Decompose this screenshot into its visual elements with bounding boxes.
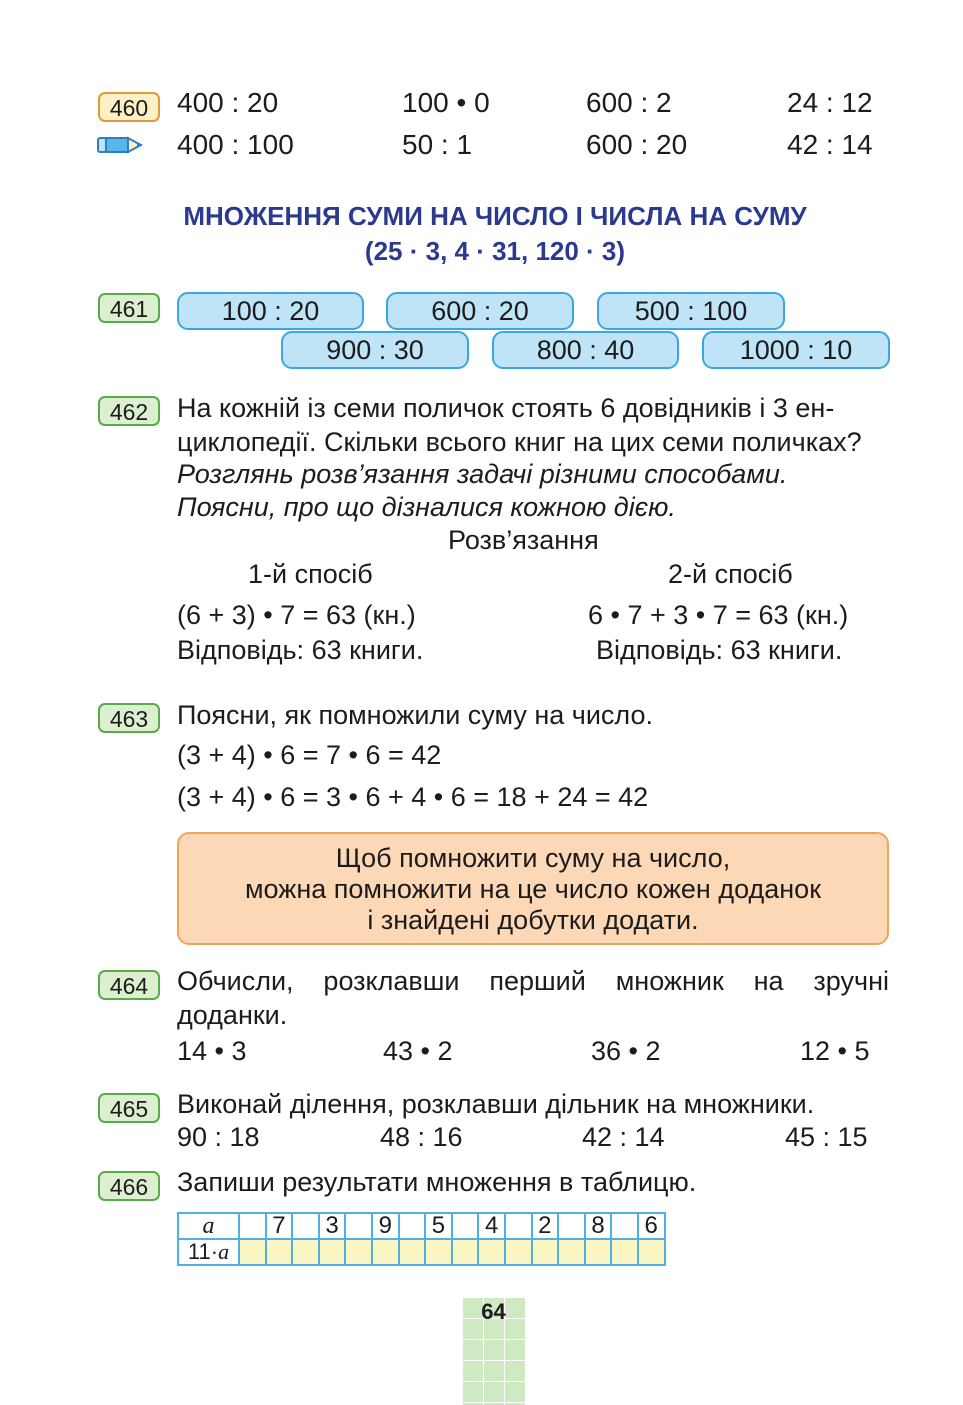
answer-cell[interactable]	[425, 1239, 452, 1265]
exercise-number-460: 460	[98, 92, 160, 122]
table-cell: 2	[532, 1213, 559, 1239]
ex462-instruction: Розглянь розв’язання задачі різними способами.	[177, 459, 788, 489]
section-subheading: (25 · 3, 4 · 31, 120 · 3)	[364, 236, 626, 266]
exercise-number-463: 463	[98, 703, 160, 733]
ex465-item: 48 : 16	[380, 1122, 463, 1152]
answer-cell[interactable]	[558, 1239, 585, 1265]
ex465-item: 90 : 18	[177, 1122, 260, 1152]
expression-pill: 800 : 40	[492, 331, 679, 369]
ex460-item: 600 : 20	[586, 129, 688, 160]
table-cell	[558, 1213, 585, 1239]
ex462-text-line: На кожній із семи поличок стоять 6 довідників і 3 ен-	[177, 393, 835, 423]
ex464-item: 14 • 3	[177, 1036, 247, 1066]
ex460-item: 600 : 2	[586, 87, 672, 118]
expression-pill: 1000 : 10	[702, 331, 890, 369]
exercise-number-461: 461	[98, 293, 160, 323]
rule-box	[177, 832, 889, 945]
page-number: 64	[481, 1299, 506, 1324]
table-cell: 8	[585, 1213, 612, 1239]
answer-cell[interactable]	[319, 1239, 346, 1265]
table-cell: 9	[372, 1213, 399, 1239]
table-cell	[239, 1213, 266, 1239]
ex466-text: Запиши результати множення в таблицю.	[177, 1167, 697, 1197]
table-cell	[292, 1213, 319, 1239]
table-cell: 5	[425, 1213, 452, 1239]
ex462-text-line: циклопедії. Скільки всього книг на цих семи поличках?	[177, 427, 862, 457]
table-cell	[505, 1213, 532, 1239]
ex464-item: 36 • 2	[591, 1036, 661, 1066]
table-cell: 4	[478, 1213, 505, 1239]
exercise-number-464: 464	[98, 970, 160, 1000]
table-cell	[452, 1213, 479, 1239]
answer-cell[interactable]	[399, 1239, 426, 1265]
method-1-expression: (6 + 3) • 7 = 63 (кн.)	[177, 600, 416, 630]
table-cell	[399, 1213, 426, 1239]
ex463-text: Поясни, як помножили суму на число.	[177, 700, 653, 730]
rule-line: можна помножити на це число кожен доданок	[244, 874, 822, 904]
ex460-item: 400 : 20	[177, 87, 279, 118]
answer-cell[interactable]	[266, 1239, 293, 1265]
table-cell: 6	[638, 1213, 665, 1239]
method-1-title: 1-й спосіб	[248, 559, 373, 589]
answer-cell[interactable]	[532, 1239, 559, 1265]
table-cell	[611, 1213, 638, 1239]
ex463-expression: (3 + 4) • 6 = 3 • 6 + 4 • 6 = 18 + 24 = 42	[177, 782, 649, 812]
row-label-a: a	[178, 1213, 239, 1239]
rule-line: Щоб помножити суму на число,	[335, 843, 731, 873]
ex460-item: 42 : 14	[787, 129, 873, 160]
ex465-item: 42 : 14	[582, 1122, 665, 1152]
ex464-text-line: Обчисли, розклавши перший множник на зручні	[177, 966, 889, 996]
table-cell: 7	[266, 1213, 293, 1239]
expression-pill: 100 : 20	[177, 292, 364, 330]
answer-cell[interactable]	[372, 1239, 399, 1265]
row-label-11a: 11·a	[178, 1239, 239, 1265]
method-2-title: 2-й спосіб	[668, 559, 793, 589]
method-2-expression: 6 • 7 + 3 • 7 = 63 (кн.)	[588, 600, 849, 630]
answer-cell[interactable]	[239, 1239, 266, 1265]
multiplication-table	[177, 1212, 666, 1266]
ex460-item: 50 : 1	[402, 129, 473, 160]
expression-pill: 900 : 30	[281, 331, 469, 369]
ex462-instruction: Поясни, про що дізналися кожною дією.	[177, 492, 676, 522]
table-row	[178, 1213, 665, 1239]
expression-pill: 600 : 20	[386, 292, 574, 330]
method-2-answer: Відповідь: 63 книги.	[596, 635, 843, 665]
pencil-icon	[97, 134, 145, 161]
table-cell	[345, 1213, 372, 1239]
rule-line: і знайдені добутки додати.	[367, 905, 699, 935]
ex465-text: Виконай ділення, розклавши дільник на множники.	[177, 1089, 815, 1119]
answer-cell[interactable]	[505, 1239, 532, 1265]
answer-cell[interactable]	[452, 1239, 479, 1265]
ex460-item: 400 : 100	[177, 129, 294, 160]
ex464-item: 43 • 2	[383, 1036, 453, 1066]
exercise-number-462: 462	[98, 396, 160, 426]
section-heading: МНОЖЕННЯ СУМИ НА ЧИСЛО І ЧИСЛА НА СУМУ	[183, 201, 807, 231]
method-1-answer: Відповідь: 63 книги.	[177, 635, 424, 665]
ex465-item: 45 : 15	[785, 1122, 868, 1152]
ex463-expression: (3 + 4) • 6 = 7 • 6 = 42	[177, 740, 442, 770]
answer-cell[interactable]	[478, 1239, 505, 1265]
exercise-number-466: 466	[98, 1171, 160, 1201]
ex460-item: 24 : 12	[787, 87, 873, 118]
expression-pill: 500 : 100	[597, 292, 785, 330]
answer-cell[interactable]	[611, 1239, 638, 1265]
answer-cell[interactable]	[345, 1239, 372, 1265]
exercise-number-465: 465	[98, 1093, 160, 1123]
answer-cell[interactable]	[585, 1239, 612, 1265]
ex464-item: 12 • 5	[800, 1036, 870, 1066]
table-cell: 3	[319, 1213, 346, 1239]
ex464-text-line: доданки.	[177, 1000, 288, 1030]
answer-cell[interactable]	[638, 1239, 665, 1265]
ex460-item: 100 • 0	[402, 87, 490, 118]
answer-cell[interactable]	[292, 1239, 319, 1265]
table-row	[178, 1239, 665, 1265]
solution-title: Розв’язання	[448, 525, 599, 555]
